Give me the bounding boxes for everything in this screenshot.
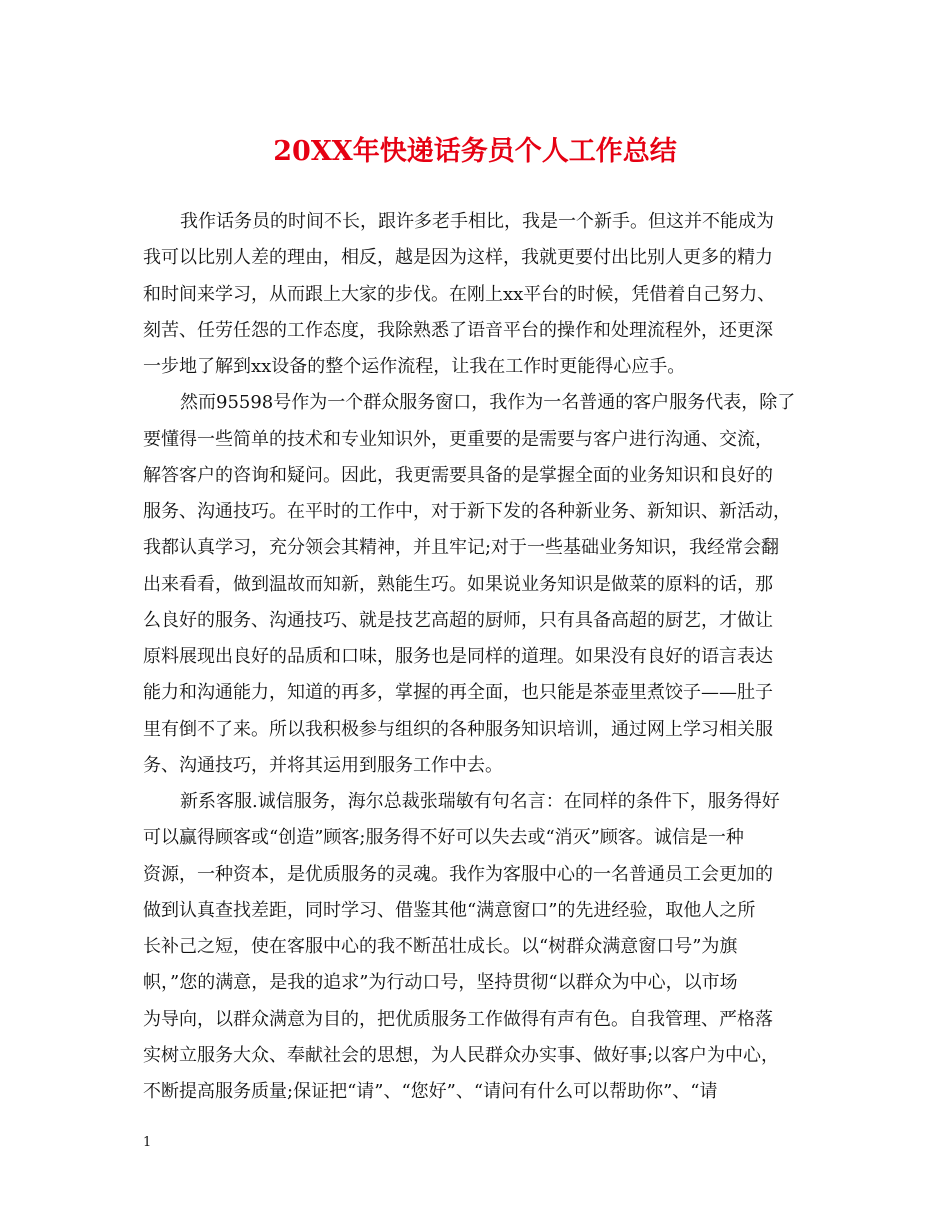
body-line: 为导向，以群众满意为目的，把优质服务工作做得有声有色。自我管理、严格落 <box>143 1008 773 1030</box>
body-line: 可以赢得顾客或“创造”顾客;服务得不好可以失去或“消灭”顾客。诚信是一种 <box>143 827 744 849</box>
body-line: 实树立服务大众、奉献社会的思想，为人民群众办实事、做好事;以客户为中心， <box>143 1044 780 1066</box>
body-line: 原料展现出良好的品质和口味，服务也是同样的道理。如果没有良好的语言表达 <box>143 646 773 667</box>
body-line: 出来看看，做到温故而知新，熟能生巧。如果说业务知识是做菜的原料的话，那 <box>143 573 773 595</box>
body-line: 务、沟通技巧，并将其运用到服务工作中去。 <box>143 754 503 776</box>
document-body <box>143 204 808 1110</box>
body-line: 里有倒不了来。所以我积极参与组织的各种服务知识培训，通过网上学习相关服 <box>143 718 773 740</box>
body-line: 能力和沟通能力，知道的再多，掌握的再全面，也只能是茶壶里煮饺子——肚子 <box>143 682 773 704</box>
body-line: 刻苦、任劳任怨的工作态度，我除熟悉了语音平台的操作和处理流程外，还更深 <box>143 319 773 341</box>
body-line: 解答客户的咨询和疑问。因此，我更需要具备的是掌握全面的业务知识和良好的 <box>143 464 773 486</box>
body-line: 新系客服.诚信服务，海尔总裁张瑞敏有句名言：在同样的条件下，服务得好 <box>180 791 780 812</box>
document-title: 20XX年快递话务员个人工作总结 <box>273 136 677 167</box>
body-line: 不断提高服务质量;保证把“请”、“您好”、“请问有什么可以帮助你”、“请 <box>143 1081 718 1102</box>
body-line: 我作话务员的时间不长，跟许多老手相比，我是一个新手。但这并不能成为 <box>180 211 774 232</box>
body-line: 要懂得一些简单的技术和专业知识外，更重要的是需要与客户进行沟通、交流， <box>143 428 773 450</box>
body-line: 我可以比别人差的理由，相反，越是因为这样，我就更要付出比别人更多的精力 <box>143 247 773 269</box>
body-line: 长补己之短，使在客服中心的我不断茁壮成长。以“树群众满意窗口号”为旗 <box>143 936 738 957</box>
body-line: 么良好的服务、沟通技巧、就是技艺高超的厨师，只有具备高超的厨艺，才做让 <box>143 609 773 631</box>
body-line: 然而95598号作为一个群众服务窗口，我作为一名普通的客户服务代表，除了 <box>180 392 796 414</box>
body-line: 做到认真查找差距，同时学习、借鉴其他“满意窗口”的先进经验，取他人之所 <box>143 899 756 921</box>
page-number: 1 <box>143 1135 152 1150</box>
body-line: 帜，”您的满意，是我的追求”为行动口号，坚持贯彻“以群众为中心，以市场 <box>143 972 738 994</box>
body-line: 我都认真学习，充分领会其精神，并且牢记;对于一些基础业务知识，我经常会翻 <box>143 537 780 559</box>
body-line: 服务、沟通技巧。在平时的工作中，对于新下发的各种新业务、新知识、新活动， <box>143 501 791 522</box>
body-line: 和时间来学习，从而跟上大家的步伐。在刚上xx平台的时候，凭借着自己努力、 <box>143 283 776 305</box>
body-line: 一步地了解到xx设备的整个运作流程，让我在工作时更能得心应手。 <box>143 356 686 377</box>
body-line: 资源，一种资本，是优质服务的灵魂。我作为客服中心的一名普通员工会更加的 <box>143 863 773 885</box>
